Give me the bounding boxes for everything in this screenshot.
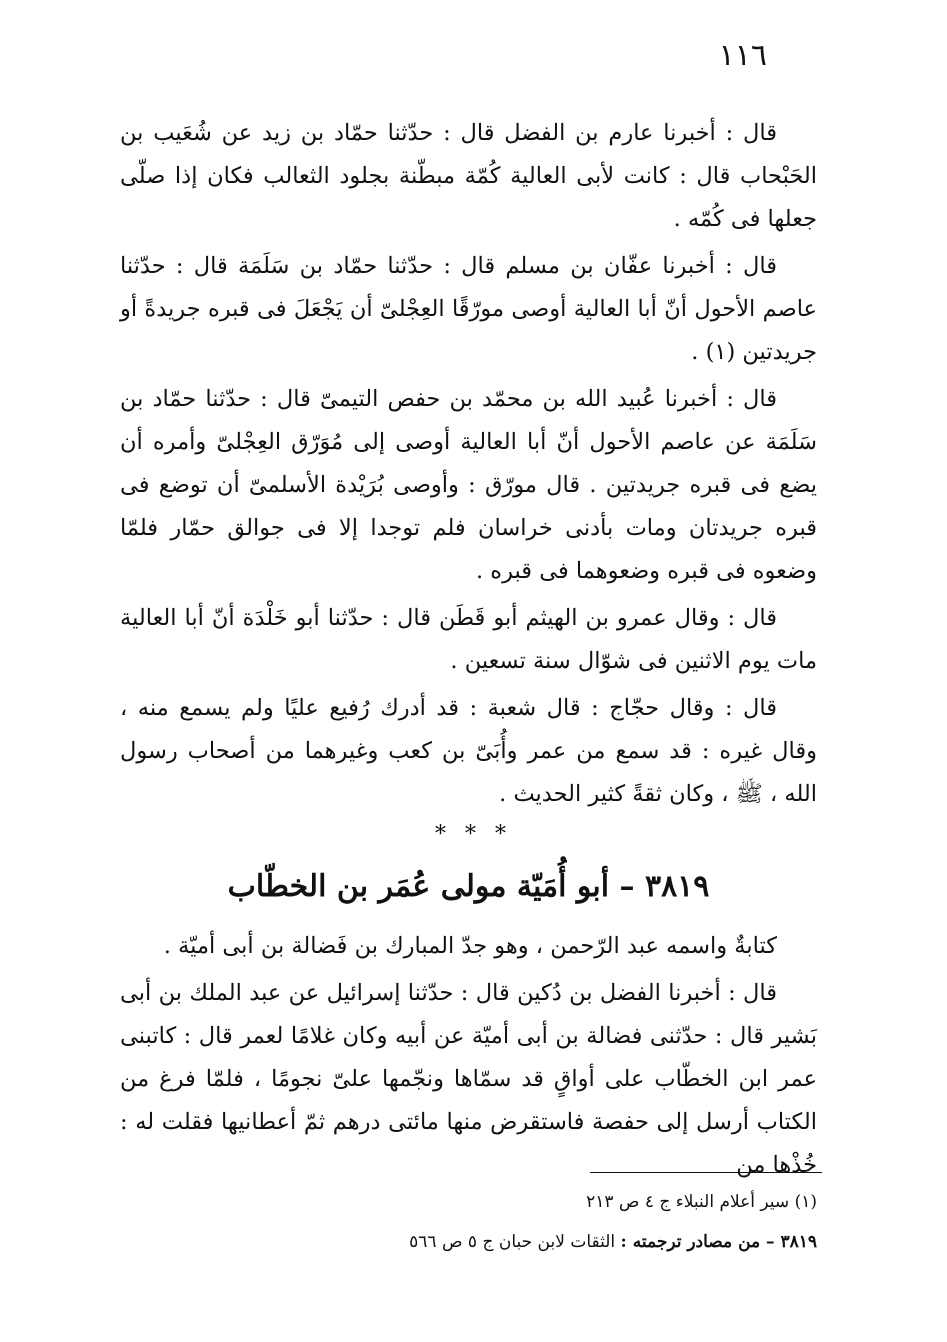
footnote-divider <box>590 1172 822 1173</box>
footnote-2 <box>120 1222 817 1262</box>
entry-text <box>120 925 817 1191</box>
paragraph-5: قال : وقال حجّاج : قال شعبة : قد أدرك رُفيع عليًا ولم يسمع منه ، وقال غيره : قد سمع من عمر وأُبَىّ بن كعب وغيرهما من أصحاب رسول الله ، ﷺ ، وكان ثقةً كثير الحديث . <box>120 695 817 807</box>
footnote-2-label: ٣٨١٩ – من مصادر ترجمته : <box>620 1232 817 1252</box>
entry-heading: ٣٨١٩ – أبو أُمَيّة مولى عُمَر بن الخطّاب <box>227 869 710 904</box>
footnote-1-text: (١) سير أعلام النبلاء ج ٤ ص ٢١٣ <box>586 1192 817 1212</box>
page-number: ١١٦ <box>718 38 767 73</box>
footnote-2-text: الثقات لابن حبان ج ٥ ص ٥٦٦ <box>409 1232 616 1252</box>
footnote-1 <box>120 1182 817 1222</box>
paragraph-2: قال : أخبرنا عفّان بن مسلم قال : حدّثنا حمّاد بن سَلَمَة قال : حدّثنا عاصم الأحول أنّ أبا العالية أوصى مورّقًا العِجْلىّ أن يَجْعَلَ فى قبره جريدةً أو جريدتين (١) . <box>120 253 817 365</box>
paragraph-3: قال : أخبرنا عُبيد الله بن محمّد بن حفص التيمىّ قال : حدّثنا حمّاد بن سَلَمَة عن عاصم الأحول أنّ أبا العالية أوصى إلى مُوَرّق العِجْلىّ وأمره أن يضع فى قبره جريدتين . قال مورّق : وأوصى بُرَيْدة الأسلمىّ أن توضع فى قبره جريدتان ومات بأدنى خراسان فلم توجدا إلا فى جوالق حمّار فلمّا وضعوه فى قبره وضعوهما فى قبره . <box>120 386 817 584</box>
main-text <box>120 112 817 820</box>
entry-paragraph-1: كتابةٌ واسمه عبد الرّحمن ، وهو جدّ المبارك بن فَضالة بن أبى أميّة . <box>163 933 777 959</box>
footnotes <box>120 1182 817 1262</box>
paragraph-1: قال : أخبرنا عارم بن الفضل قال : حدّثنا حمّاد بن زيد عن شُعَيب بن الحَبْحاب قال : كانت لأبى العالية كُمّة مبطّنة بجلود الثعالب فكان إذا صلّى جعلها فى كُمّه . <box>120 120 817 232</box>
entry-paragraph-2: قال : أخبرنا الفضل بن دُكين قال : حدّثنا إسرائيل عن عبد الملك بن أبى بَشير قال : حدّثنى فضالة بن أبى أميّة عن أبيه وكان غلامًا لعمر قال : كاتبنى عمر ابن الخطّاب على أواقٍ قد سمّاها ونجّمها علىّ نجومًا ، فلمّا فرغ من الكتاب أرسل إلى حفصة فاستقرض منها مائتى درهم ثمّ أعطانيها فقلت له : خُذْها من <box>120 980 817 1178</box>
paragraph-4: قال : وقال عمرو بن الهيثم أبو قَطَن قال : حدّثنا أبو خَلْدَة أنّ أبا العالية مات يوم الاثنين فى شوّال سنة تسعين . <box>120 605 817 674</box>
section-separator: * * * <box>435 822 512 847</box>
